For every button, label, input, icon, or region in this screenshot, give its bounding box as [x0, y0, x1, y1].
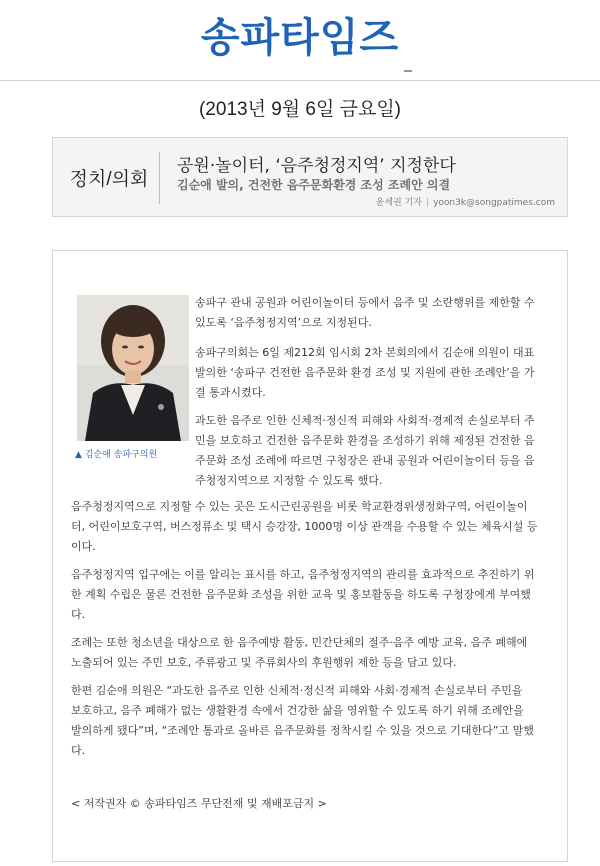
reporter-email[interactable]: yoon3k@songpatimes.com	[433, 198, 555, 208]
copyright-notice: < 저작권자 © 송파타임즈 무단전재 및 재배포금지 >	[71, 797, 327, 810]
paragraph-line: 이다.	[71, 540, 96, 553]
paragraph-line: 있도록 ‘음주청정지역’으로 지정된다.	[195, 316, 372, 329]
byline	[376, 195, 555, 208]
reporter-name: 윤세권 기자	[375, 198, 423, 208]
paragraph-line: 노출되어 있는 주민 보호, 주류광고 및 주류회사의 후원행위 제한 등을 담고 있다.	[71, 656, 457, 669]
paragraph-2	[195, 343, 535, 403]
paragraph-line: 주청정지역으로 지정할 수 있도록 했다.	[195, 474, 383, 487]
article-body	[52, 250, 568, 862]
article-header	[52, 137, 568, 217]
paragraph-line: 과도한 음주로 인한 신체적·정신적 피해와 사회적·경제적 손실로부터 주	[195, 414, 535, 427]
paragraph-line: 한편 김순애 의원은 “과도한 음주로 인한 신체적·정신적 피해와 사회·경제적 손실로부터 주민을	[71, 684, 523, 697]
section-label[interactable]: 정치/의회	[69, 169, 149, 190]
paragraph-line: 주문화 조성 조례에 따르면 구청장은 관내 공원과 어린이놀이터 등을 음	[195, 454, 535, 467]
paragraph-line: 민을 보호하고 건전한 음주문화 환경을 조성하기 위해 제정된 건전한 음	[195, 434, 535, 447]
issue-date: (2013년 9월 6일 금요일)	[198, 99, 402, 120]
paragraph-1	[195, 293, 535, 333]
paragraph-line: 송파구의회는 6일 제212회 임시회 2차 본회의에서 김순애 의원이 대표	[195, 346, 535, 359]
photo-caption: ▲ 김순애 송파구의원	[75, 450, 158, 460]
paragraph-line: 음주청정지역으로 지정할 수 있는 곳은 도시근린공원을 비롯 학교환경위생정화구역, 어린이놀이	[71, 500, 528, 513]
paragraph-4	[71, 497, 537, 557]
paragraph-line: 발의하게 됐다”며, “조례안 통과로 올바른 음주문화를 정착시킬 수 있을 것으로 기대한다”고 말했	[71, 724, 534, 737]
article-headline: 공원·놀이터, ‘음주청정지역’ 지정한다	[177, 156, 456, 176]
header-divider	[159, 152, 160, 204]
paragraph-line: 발의한 ‘송파구 건전한 음주문화 환경 조성 및 지원에 관한 조례안’을 가	[195, 366, 535, 379]
article-subhead: 김순애 발의, 건전한 음주문화환경 조성 조례안 의결	[177, 178, 451, 192]
councillor-photo	[77, 295, 189, 441]
paragraph-line: 다.	[71, 608, 86, 621]
paragraph-line: 음주청정지역 입구에는 이를 알리는 표시를 하고, 음주청정지역의 관리를 효과적으로 추진하기 위	[71, 568, 535, 581]
paragraph-5	[71, 565, 535, 625]
paragraph-line: 조례는 또한 청소년을 대상으로 한 음주예방 활동, 민간단체의 절주·음주 예방 교육, 음주 폐해에	[71, 636, 528, 649]
paragraph-line: 다.	[71, 744, 86, 757]
paragraph-6	[71, 633, 527, 673]
paragraph-line: 송파구 관내 공원과 어린이놀이터 등에서 음주 및 소란행위를 제한할 수	[195, 296, 535, 309]
masthead	[0, 0, 600, 81]
logo-underline-mark	[404, 70, 412, 72]
paragraph-line: 한 계획 수립은 물론 건전한 음주문화 조성을 위한 교육 및 홍보활동을 하도록 구청장에게 부여했	[71, 588, 531, 601]
paragraph-line: 터, 어린이보호구역, 버스정류소 및 택시 승강장, 1000명 이상 관객을 수용할 수 있는 체육시설 등	[71, 520, 538, 533]
paragraph-3	[195, 411, 535, 491]
paragraph-line: 결 통과시켰다.	[195, 386, 266, 399]
byline-separator: |	[426, 198, 430, 208]
paragraph-7	[71, 681, 534, 761]
paragraph-line: 보호하고, 음주 폐해가 없는 생활환경 속에서 건강한 삶을 영위할 수 있도록 하기 위해 조례안을	[71, 704, 524, 717]
site-logo[interactable]: 송파타임즈	[200, 15, 400, 61]
